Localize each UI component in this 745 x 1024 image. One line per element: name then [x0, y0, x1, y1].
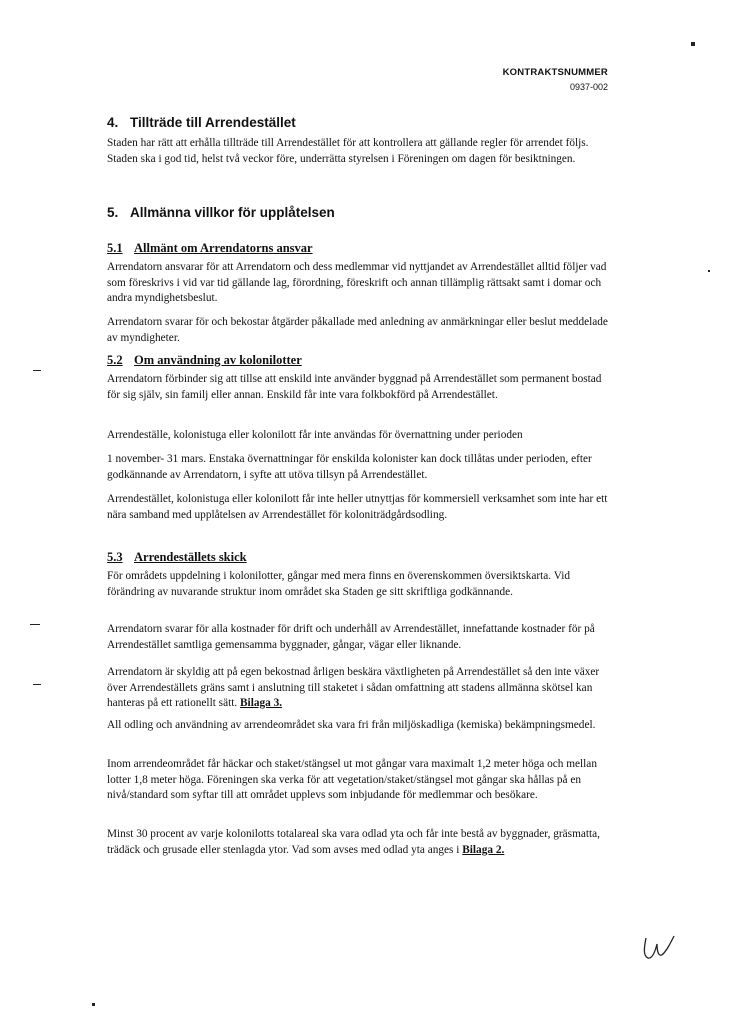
margin-mark: [30, 624, 40, 625]
contract-number-block: [503, 66, 608, 94]
section-4-paragraph: Staden har rätt att erhålla tillträde till Arrendestället för att kontrollera att gällande regler för arrendet följs. Staden ska i god tid, helst två veckor före, underrätta styrelsen i Föreningen om dagen för besiktningen.: [107, 137, 589, 165]
appendix-3-reference: Bilaga 3.: [240, 697, 283, 709]
section-5-heading: [107, 205, 335, 220]
subsection-5-3-paragraph-3: [107, 665, 612, 712]
subsection-5-3-paragraph-4: All odling och användning av arrendeområdet ska vara fri från miljöskadliga (kemiska) bekämpningsmedel.: [107, 719, 596, 731]
subsection-5-1-paragraph-1: Arrendatorn ansvarar för att Arrendatorn och dess medlemmar vid nyttjandet av Arrendestället alltid följer vad som föreskrivs i vid var tid gällande lag, förordning, föreskrift och annan tillämplig rättsakt samt i domar och andra myndighetsbeslut.: [107, 261, 607, 304]
paragraph-6-text: Minst 30 procent av varje kolonilotts totalareal ska vara odlad yta och får inte bestå av byggnader, gräsmatta, trädäck och grusade eller stenlagda ytor. Vad som avses med odlad yta anges i: [107, 828, 600, 856]
subsection-5-2-number: 5.2: [107, 353, 123, 367]
subsection-5-2-heading: [107, 353, 302, 368]
initials-signature: [640, 930, 680, 966]
section-4-heading: [107, 115, 296, 130]
subsection-5-3-paragraph-1: För områdets uppdelning i kolonilotter, gångar med mera finns en överenskommen översiktskarta. Vid förändring av nuvarande struktur inom området ska Staden ge sitt skriftliga godkännande.: [107, 570, 570, 598]
subsection-5-1-paragraph-2: Arrendatorn svarar för och bekostar åtgärder påkallade med anledning av anmärkningar eller beslut meddelade av myndigheter.: [107, 316, 608, 344]
section-5-number: 5.: [107, 205, 119, 220]
subsection-5-3-title: Arrendeställets skick: [134, 550, 247, 564]
section-4-title: Tillträde till Arrendestället: [130, 115, 296, 130]
subsection-5-2-paragraph-3: Arrendestället, kolonistuga eller kolonilott får inte heller utnyttjas för kommersiell verksamhet som inte har ett nära samband med upplåtelsen av Arrendestället för koloniträdgårdsodling.: [107, 493, 608, 521]
section-4-number: 4.: [107, 115, 119, 130]
subsection-5-2-paragraph-1: Arrendatorn förbinder sig att tillse att enskild inte använder byggnad på Arrendestället som permanent bostad för sig själv, sin familj eller annan. Enskild får inte vara folkbokförd på Arrendestället.: [107, 373, 602, 401]
paragraph-3-text: Arrendatorn är skyldig att på egen bekostnad årligen beskära växtligheten på Arrendestället så den inte växer över Arrendeställets gräns samt i anslutning till staketet i sådan omfattning att stadens allmänna skötsel kan hanteras på ett rationellt sätt.: [107, 666, 600, 709]
scan-speck: [92, 1003, 95, 1006]
subsection-5-1-number: 5.1: [107, 241, 123, 255]
section-5-title: Allmänna villkor för upplåtelsen: [130, 205, 335, 220]
subsection-5-2-paragraph-2a: Arrendeställe, kolonistuga eller kolonilott får inte användas för övernattning under perioden: [107, 429, 523, 441]
contract-number-value: 0937-002: [569, 82, 608, 92]
scan-speck: [691, 42, 695, 46]
subsection-5-3-number: 5.3: [107, 550, 123, 564]
subsection-5-3-paragraph-2: Arrendatorn svarar för alla kostnader för drift och underhåll av Arrendestället, innefattande kostnader för på Arrendestället samtliga gemensamma byggnader, gångar, vägar eller liknande.: [107, 623, 595, 651]
subsection-5-1-heading: [107, 241, 313, 256]
subsection-5-2-title: Om användning av kolonilotter: [134, 353, 302, 367]
subsection-5-2-paragraph-2b: 1 november- 31 mars. Enstaka övernattningar för enskilda kolonister kan dock tillåtas under perioden, efter godkännande av Arrendatorn, i syfte att utöva tillsyn på Arrendestället.: [107, 453, 592, 481]
subsection-5-3-paragraph-6: [107, 827, 612, 858]
appendix-2-reference: Bilaga 2.: [462, 843, 505, 856]
subsection-5-1-title: Allmänt om Arrendatorns ansvar: [134, 241, 313, 255]
margin-mark: [33, 684, 41, 685]
subsection-5-3-paragraph-5: Inom arrendeområdet får häckar och staket/stängsel ut mot gångar vara maximalt 1,2 meter höga och mellan lotter 1,8 meter höga. Föreningen ska verka för att vegetation/staket/stängsel mot gångar ska hållas på en nivå/standard som syftar till att området upplevs som inbjudande för medlemmar och besökare.: [107, 758, 597, 801]
contract-number-label: KONTRAKTSNUMMER: [502, 67, 608, 78]
margin-mark: [33, 370, 41, 371]
subsection-5-3-heading: [107, 550, 247, 565]
scan-speck: [708, 270, 710, 272]
